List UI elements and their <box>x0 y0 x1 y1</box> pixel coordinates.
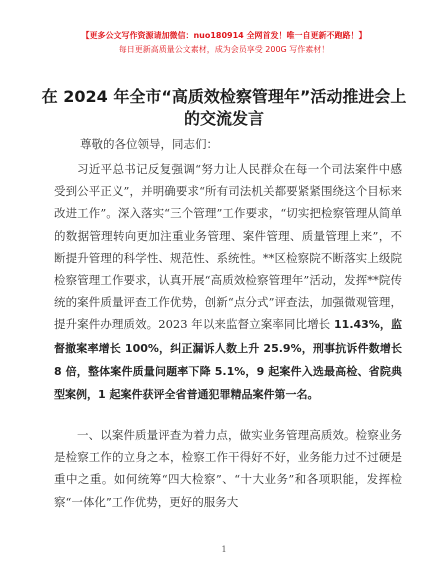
paragraph-2-text: 一、以案件质量评查为着力点，做实业务管理高质效。检察业务是检察工作的立身之本，检察工作干得好不好，业务能力过不过硬是重中之重。如何统筹“四大检察”、“十大业务”和各项职能，发挥检察“一体化”工作优势，更好的服务大 <box>54 428 402 509</box>
page-number: 1 <box>221 545 227 554</box>
paragraph-1-text: 习近平总书记反复强调“努力让人民群众在每一个司法案件中感受到公平正义”，并明确要求“所有司法机关都要紧紧围绕这个目标来改进工作”。深入落实“三个管理”工作要求，“切实把检察管理从简单的数据管理转向更加注重业务管理、案件管理、质量管理上来”，不断提升管理的科学性、规范性、系统性。**区检察院不断落实上级院检察管理工作要求，认真开展“高质效检察管理年”活动，发挥**院传统的案件质量评查工作优势，创新“点分式”评查法，加强微观管理，提升案件办理质效。2023 年以来监督立案率同比增长 <box>54 162 402 332</box>
paragraph-1-bold-stats: 11.43%，监督撤案率增长 100%，纠正漏诉人数上升 25.9%，刑事抗诉件数增长 8 倍，整体案件质量问题率下降 5.1%，9 起案件入选最高检、省院典型案例，1 起案件获评全省普通犯罪精品案件第一名。 <box>54 318 402 402</box>
promo-banner-line-1: 【更多公文写作资源请加微信：nuo180914 全网首发！唯一自更新不跑路！】 <box>81 31 367 40</box>
paragraph-1 <box>54 158 402 406</box>
paragraph-2 <box>54 424 402 513</box>
salutation: 尊敬的各位领导，同志们： <box>80 137 218 151</box>
promo-banner-line-2: 每日更新高质量公文素材，成为会员享受 200G 写作素材！ <box>118 45 330 54</box>
document-title: 在 2024 年全市“高质效检察管理年”活动推进会上的交流发言 <box>41 87 407 128</box>
